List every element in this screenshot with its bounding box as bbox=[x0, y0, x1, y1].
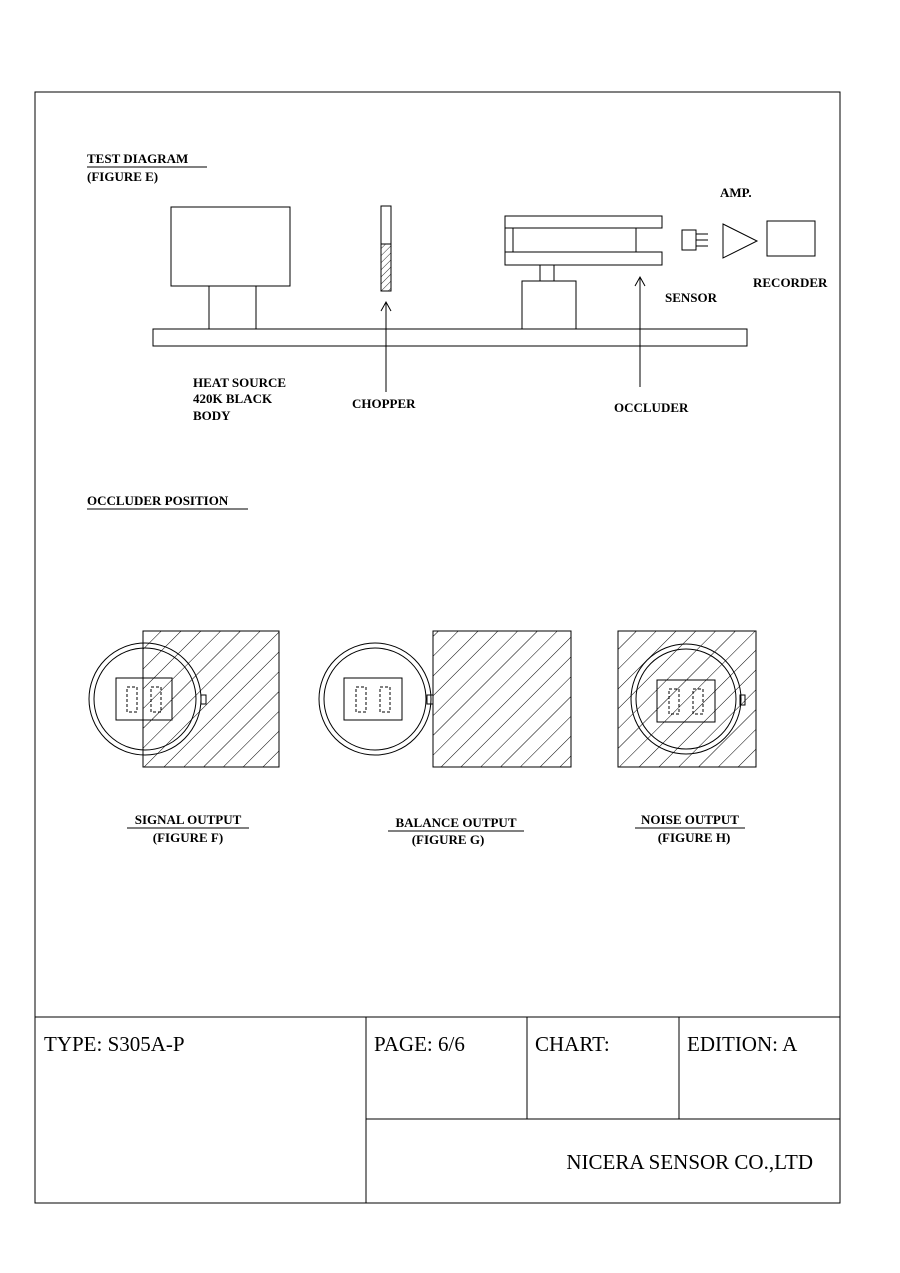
test-diagram bbox=[87, 151, 828, 423]
heat-source-label-line1: HEAT SOURCE bbox=[193, 375, 287, 390]
occluder-assembly bbox=[505, 216, 662, 387]
noise-output-title: NOISE OUTPUT bbox=[641, 812, 739, 827]
recorder-label: RECORDER bbox=[753, 275, 828, 290]
amplifier bbox=[723, 224, 757, 258]
noise-output-figure: (FIGURE H) bbox=[657, 830, 731, 845]
occluder-label: OCCLUDER bbox=[614, 400, 689, 415]
chart-field: CHART: bbox=[535, 1032, 610, 1056]
page-field: PAGE: 6/6 bbox=[374, 1032, 465, 1056]
type-field: TYPE: S305A-P bbox=[44, 1032, 185, 1056]
heat-source-label-line2: 420K BLACK bbox=[193, 391, 273, 406]
sensor bbox=[682, 230, 708, 250]
sensor-label: SENSOR bbox=[665, 290, 718, 305]
figure-balance-output bbox=[319, 631, 571, 847]
signal-output-title: SIGNAL OUTPUT bbox=[134, 812, 242, 827]
signal-output-figure: (FIGURE F) bbox=[152, 830, 224, 845]
heat-source-label-line3: BODY bbox=[193, 408, 231, 423]
chopper bbox=[381, 206, 391, 392]
figure-noise-output bbox=[618, 631, 756, 845]
balance-output-figure: (FIGURE G) bbox=[411, 832, 485, 847]
amp-label: AMP. bbox=[720, 185, 752, 200]
edition-field: EDITION: A bbox=[687, 1032, 798, 1056]
occluder-position bbox=[87, 493, 756, 847]
recorder bbox=[767, 221, 815, 256]
title-block bbox=[35, 1017, 840, 1203]
figure-signal-output bbox=[89, 631, 279, 845]
test-diagram-figure: (FIGURE E) bbox=[87, 169, 159, 184]
balance-output-title: BALANCE OUTPUT bbox=[395, 815, 517, 830]
base-rail bbox=[153, 329, 747, 346]
company-name: NICERA SENSOR CO.,LTD bbox=[566, 1150, 813, 1174]
chopper-label: CHOPPER bbox=[352, 396, 416, 411]
occluder-position-heading: OCCLUDER POSITION bbox=[87, 493, 229, 508]
test-diagram-heading: TEST DIAGRAM bbox=[87, 151, 189, 166]
heat-source bbox=[171, 207, 290, 329]
